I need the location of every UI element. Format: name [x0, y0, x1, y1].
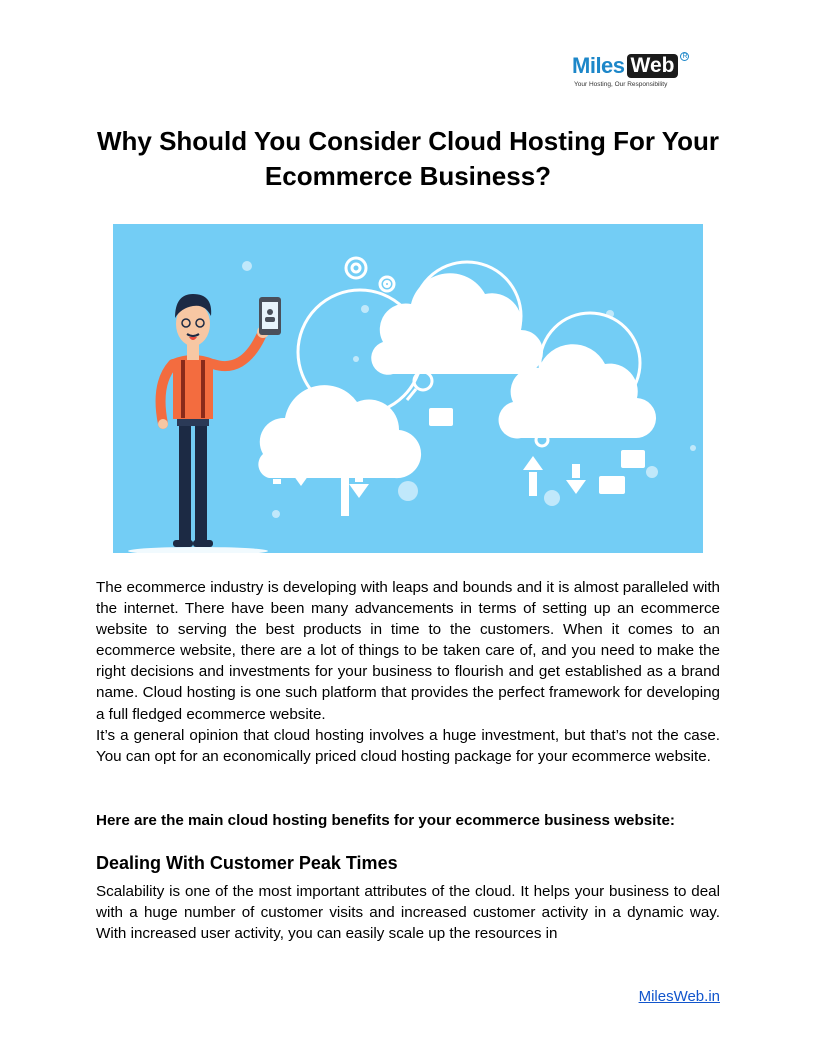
logo-wordmark [572, 52, 706, 80]
logo-miles-text: Miles [572, 53, 625, 78]
intro-paragraph-2: It’s a general opinion that cloud hosting involves a huge investment, but that’s not the case. You can opt for an economically priced cloud hosting package for your ecommerce website. [96, 726, 720, 765]
logo-web-text: Web [627, 54, 679, 78]
section-heading-peak-times: Dealing With Customer Peak Times [96, 853, 398, 873]
section-paragraph-peak-times: Scalability is one of the most important attributes of the cloud. It helps your business to deal with a huge number of customer visits and increased customer activity in a dynamic way. With increased user activity, you can easily scale up the resources in [96, 883, 720, 943]
registered-mark-icon: R [682, 53, 688, 60]
logo-tagline: Your Hosting, Our Responsibility [574, 81, 668, 88]
intro-text-block [96, 577, 720, 767]
benefits-lead: Here are the main cloud hosting benefits for your ecommerce business website: [96, 812, 675, 829]
cloud-hosting-illustration [113, 224, 703, 553]
intro-paragraph: The ecommerce industry is developing with leaps and bounds and it is almost paralleled with the internet. There have been many advancements in terms of setting up an ecommerce website to serving the best products in time to the customers. When it comes to an ecommerce website, there are a lot of things to be taken care of, and you need to make the right decisions and investments for your business to flourish and get established as a brand name. Cloud hosting is one such platform that provides the perfect framework for developing a full fledged ecommerce website. [96, 579, 720, 723]
footer-link[interactable]: MilesWeb.in [638, 988, 720, 1005]
milesweb-logo [572, 52, 706, 94]
document-title: Why Should You Consider Cloud Hosting For Your Ecommerce Business? [96, 126, 720, 191]
